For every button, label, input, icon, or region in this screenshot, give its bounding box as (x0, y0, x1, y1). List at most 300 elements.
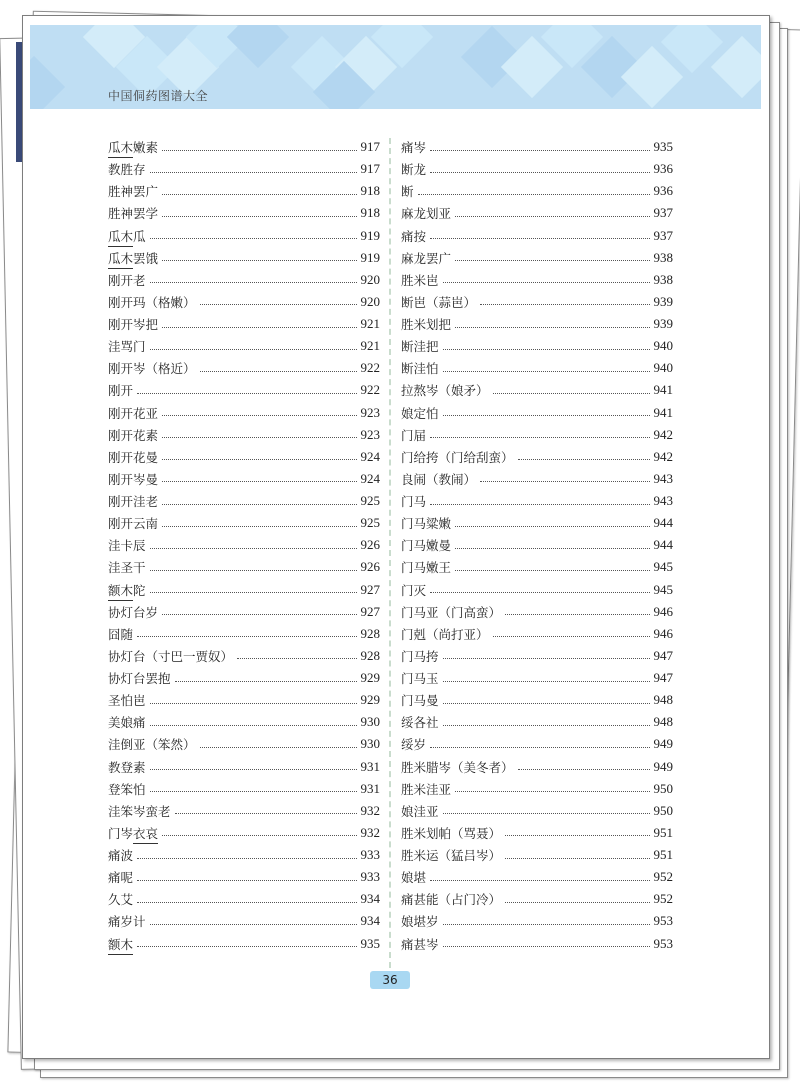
entry-name: 瓜木瓜 (108, 227, 146, 245)
entry-name: 胜神罢广 (108, 184, 159, 200)
entry-page-number: 937 (653, 205, 673, 221)
dot-leader (455, 791, 649, 792)
dot-leader (505, 902, 649, 903)
index-entry (401, 579, 673, 601)
entry-name: 娘堪岁 (401, 914, 439, 930)
entry-page-number: 949 (653, 736, 673, 752)
entry-page-number: 940 (653, 360, 673, 376)
dot-leader (443, 813, 650, 814)
index-entry (401, 556, 673, 578)
index-entry (108, 866, 380, 888)
entry-page-number: 936 (653, 183, 673, 199)
entry-page-number: 944 (653, 515, 673, 531)
entry-name: 刚开云南 (108, 516, 159, 532)
entry-name: 断 (401, 184, 414, 200)
index-entry (401, 291, 673, 313)
entry-name: 额木陀 (108, 581, 146, 599)
dot-leader (505, 835, 649, 836)
index-entry (401, 313, 673, 335)
entry-name: 门灭 (401, 582, 427, 598)
index-entry (108, 180, 380, 202)
entry-name: 绥各社 (401, 715, 439, 731)
entry-name: 胜米洼亚 (401, 781, 452, 797)
dot-leader (493, 393, 650, 394)
entry-page-number: 945 (653, 559, 673, 575)
dot-leader (493, 636, 650, 637)
entry-page-number: 953 (653, 913, 673, 929)
entry-page-number: 918 (360, 205, 380, 221)
entry-page-number: 926 (360, 559, 380, 575)
entry-page-number: 939 (653, 316, 673, 332)
entry-page-number: 917 (360, 139, 380, 155)
index-entry (108, 888, 380, 910)
dot-leader (162, 504, 356, 505)
entry-page-number: 928 (360, 647, 380, 663)
dot-leader (137, 946, 356, 947)
index-entry (108, 335, 380, 357)
entry-name: 胜米划把 (401, 317, 452, 333)
entry-page-number: 950 (653, 802, 673, 818)
dot-leader (443, 415, 650, 416)
index-entry (108, 534, 380, 556)
book-title: 中国侗药图谱大全 (108, 89, 209, 103)
dot-leader (443, 282, 650, 283)
entry-name: 门岑衣哀 (108, 824, 158, 842)
entry-name: 囧随 (108, 626, 134, 642)
entry-name: 圣怕岜 (108, 693, 146, 709)
entry-page-number: 939 (653, 293, 673, 309)
dot-leader (150, 924, 357, 925)
entry-page-number: 933 (360, 869, 380, 885)
entry-page-number: 923 (360, 426, 380, 442)
entry-page-number: 953 (653, 935, 673, 951)
entry-page-number: 919 (360, 249, 380, 265)
index-entry (108, 756, 380, 778)
entry-name: 断龙 (401, 162, 427, 178)
entry-page-number: 949 (653, 758, 673, 774)
dot-leader (505, 614, 649, 615)
entry-page-number: 933 (360, 847, 380, 863)
dot-leader (162, 327, 356, 328)
index-entry (401, 225, 673, 247)
index-entry (108, 269, 380, 291)
dot-leader (430, 504, 649, 505)
entry-page-number: 920 (360, 271, 380, 287)
entry-name: 门届 (401, 427, 427, 443)
index-entry (401, 844, 673, 866)
index-entry (108, 733, 380, 755)
entry-name: 刚开岑（格近） (108, 361, 196, 377)
entry-name: 胜米腊岑（美冬者） (401, 759, 514, 775)
entry-page-number: 944 (653, 537, 673, 553)
dot-leader (175, 681, 357, 682)
dot-leader (137, 393, 356, 394)
entry-name: 刚开岑把 (108, 317, 159, 333)
index-entry (401, 534, 673, 556)
dot-leader (455, 260, 649, 261)
entry-name: 刚开花曼 (108, 449, 159, 465)
dot-leader (137, 880, 356, 881)
dot-leader (162, 194, 356, 195)
index-entry (108, 468, 380, 490)
index-entry (401, 424, 673, 446)
entry-name: 久艾 (108, 892, 134, 908)
dot-leader (150, 282, 357, 283)
dot-leader (455, 327, 649, 328)
entry-page-number: 948 (653, 692, 673, 708)
dot-leader (518, 459, 650, 460)
index-entry (108, 778, 380, 800)
entry-page-number: 943 (653, 493, 673, 509)
dot-leader (175, 813, 357, 814)
index-page (22, 15, 770, 1059)
index-entry (401, 667, 673, 689)
index-entry (401, 136, 673, 158)
entry-page-number: 943 (653, 470, 673, 486)
index-entry (401, 800, 673, 822)
entry-page-number: 930 (360, 714, 380, 730)
entry-page-number: 929 (360, 692, 380, 708)
entry-name: 门马粱嫩 (401, 516, 452, 532)
entry-page-number: 917 (360, 161, 380, 177)
index-entry (108, 357, 380, 379)
dot-leader (150, 172, 357, 173)
dot-leader (443, 924, 650, 925)
index-entry (401, 335, 673, 357)
entry-name: 胜神罢学 (108, 206, 159, 222)
entry-page-number: 924 (360, 470, 380, 486)
dot-leader (455, 526, 649, 527)
dot-leader (162, 526, 356, 527)
dot-leader (200, 747, 357, 748)
dot-leader (137, 636, 356, 637)
entry-page-number: 931 (360, 758, 380, 774)
entry-page-number: 926 (360, 537, 380, 553)
entry-page-number: 927 (360, 581, 380, 597)
entry-name: 娘定怕 (401, 405, 439, 421)
banner-diamond (227, 25, 289, 68)
dot-leader (137, 902, 356, 903)
entry-page-number: 947 (653, 670, 673, 686)
index-entry (401, 866, 673, 888)
entry-name: 教胜存 (108, 162, 146, 178)
entry-page-number: 938 (653, 271, 673, 287)
entry-page-number: 941 (653, 404, 673, 420)
entry-page-number: 942 (653, 448, 673, 464)
dot-leader (162, 415, 356, 416)
entry-name: 断洼怕 (401, 361, 439, 377)
entry-name: 娘洼亚 (401, 803, 439, 819)
dot-leader (443, 725, 650, 726)
entry-page-number: 940 (653, 338, 673, 354)
entry-page-number: 920 (360, 293, 380, 309)
entry-name: 美娘痛 (108, 715, 146, 731)
entry-page-number: 951 (653, 847, 673, 863)
entry-name: 刚开洼老 (108, 494, 159, 510)
index-entry (108, 225, 380, 247)
entry-name: 麻龙罢广 (401, 250, 452, 266)
dot-leader (430, 172, 649, 173)
banner-diamond (30, 56, 65, 109)
dot-leader (162, 260, 356, 261)
entry-name: 痛波 (108, 848, 134, 864)
entry-page-number: 919 (360, 227, 380, 243)
index-entry (401, 180, 673, 202)
dot-leader (150, 570, 357, 571)
entry-name: 协灯台罢抱 (108, 671, 171, 687)
index-entry (108, 313, 380, 335)
dot-leader (455, 216, 649, 217)
entry-name: 胜米划帕（骂聂） (401, 825, 502, 841)
entry-name: 门马嫩王 (401, 560, 452, 576)
dot-leader (480, 481, 649, 482)
dot-leader (430, 437, 649, 438)
dot-leader (430, 238, 649, 239)
index-entry (401, 379, 673, 401)
entry-page-number: 937 (653, 227, 673, 243)
dot-leader (150, 548, 357, 549)
entry-page-number: 952 (653, 869, 673, 885)
index-entry (401, 247, 673, 269)
entry-name: 绥岁 (401, 737, 427, 753)
entry-name: 刚开玛（格嫩） (108, 294, 196, 310)
index-entry (108, 800, 380, 822)
dot-leader (237, 658, 356, 659)
index-entry (108, 601, 380, 623)
index-entry (401, 689, 673, 711)
index-entry (108, 291, 380, 313)
entry-page-number: 930 (360, 736, 380, 752)
entry-name: 门马挎 (401, 648, 439, 664)
dot-leader (455, 570, 649, 571)
entry-name: 痛岑 (401, 140, 427, 156)
dot-leader (150, 592, 357, 593)
dot-leader (443, 946, 650, 947)
entry-page-number: 922 (360, 382, 380, 398)
dot-leader (137, 858, 356, 859)
dot-leader (150, 725, 357, 726)
index-entry (108, 579, 380, 601)
dot-leader (162, 216, 356, 217)
index-entry (108, 623, 380, 645)
index-entry (108, 844, 380, 866)
entry-page-number: 934 (360, 891, 380, 907)
index-entry (108, 556, 380, 578)
dot-leader (443, 658, 650, 659)
dot-leader (430, 150, 649, 151)
entry-page-number: 925 (360, 493, 380, 509)
entry-name: 刚开老 (108, 272, 146, 288)
index-entry (401, 645, 673, 667)
entry-name: 瓜木嫩素 (108, 138, 158, 156)
entry-name: 痛按 (401, 228, 427, 244)
index-entry (108, 490, 380, 512)
entry-page-number: 946 (653, 625, 673, 641)
entry-name: 胜米运（猛吕岑） (401, 848, 502, 864)
index-column-right (401, 136, 673, 955)
entry-name: 门剋（尚打亚） (401, 626, 489, 642)
entry-page-number: 942 (653, 426, 673, 442)
dot-leader (150, 349, 357, 350)
index-entry (108, 689, 380, 711)
dot-leader (150, 791, 357, 792)
dot-leader (443, 349, 650, 350)
dot-leader (200, 371, 357, 372)
entry-name: 拉熬岑（娘矛） (401, 383, 489, 399)
dot-leader (455, 548, 649, 549)
index-entry (108, 136, 380, 158)
entry-page-number: 928 (360, 625, 380, 641)
entry-name: 门马嫩曼 (401, 538, 452, 554)
entry-page-number: 934 (360, 913, 380, 929)
entry-page-number: 925 (360, 515, 380, 531)
entry-name: 刚开岑曼 (108, 471, 159, 487)
entry-page-number: 938 (653, 249, 673, 265)
entry-name: 登笨怕 (108, 781, 146, 797)
entry-page-number: 932 (360, 824, 380, 840)
index-entry (108, 822, 380, 844)
entry-name: 洼笨岑蛮老 (108, 803, 171, 819)
header-banner (30, 25, 761, 109)
entry-name: 断洼把 (401, 339, 439, 355)
dot-leader (162, 459, 356, 460)
dot-leader (443, 703, 650, 704)
index-entry (108, 158, 380, 180)
entry-page-number: 936 (653, 161, 673, 177)
dot-leader (162, 481, 356, 482)
entry-name: 门给挎（门给刮蛮） (401, 449, 514, 465)
entry-name: 刚开花亚 (108, 405, 159, 421)
entry-page-number: 921 (360, 316, 380, 332)
index-entry (108, 933, 380, 955)
entry-page-number: 931 (360, 780, 380, 796)
entry-name: 瓜木罢饿 (108, 249, 158, 267)
index-entry (401, 711, 673, 733)
index-entry (401, 733, 673, 755)
entry-name: 痛甚岑 (401, 936, 439, 952)
index-entry (401, 778, 673, 800)
index-entry (401, 446, 673, 468)
index-entry (401, 402, 673, 424)
index-entry (401, 910, 673, 932)
entry-name: 门马曼 (401, 693, 439, 709)
entry-page-number: 935 (360, 935, 380, 951)
entry-page-number: 924 (360, 448, 380, 464)
entry-page-number: 922 (360, 360, 380, 376)
index-entry (401, 756, 673, 778)
dot-leader (505, 858, 649, 859)
dot-leader (200, 304, 357, 305)
index-entry (108, 379, 380, 401)
entry-name: 教登素 (108, 759, 146, 775)
entry-name: 良闹（教闹） (401, 471, 477, 487)
dot-leader (480, 304, 649, 305)
entry-name: 洼倒亚（笨然） (108, 737, 196, 753)
dot-leader (430, 880, 649, 881)
dot-leader (418, 194, 650, 195)
entry-name: 门马玉 (401, 671, 439, 687)
index-entry (401, 822, 673, 844)
dot-leader (443, 371, 650, 372)
index-entry (108, 645, 380, 667)
entry-name: 痛岁计 (108, 914, 146, 930)
index-entry (401, 468, 673, 490)
entry-page-number: 921 (360, 338, 380, 354)
dot-leader (518, 769, 650, 770)
entry-name: 额木 (108, 935, 133, 953)
column-divider (389, 138, 391, 968)
dot-leader (162, 437, 356, 438)
entry-page-number: 923 (360, 404, 380, 420)
entry-page-number: 947 (653, 647, 673, 663)
entry-page-number: 946 (653, 603, 673, 619)
entry-name: 痛甚能（占门冷） (401, 892, 502, 908)
index-entry (108, 424, 380, 446)
index-entry (108, 667, 380, 689)
underline-mark (108, 954, 133, 955)
dot-leader (430, 592, 649, 593)
index-entry (401, 202, 673, 224)
index-entry (108, 247, 380, 269)
entry-name: 胜米岜 (401, 272, 439, 288)
index-entry (108, 910, 380, 932)
index-entry (108, 446, 380, 468)
entry-page-number: 950 (653, 780, 673, 796)
entry-name: 洼卡辰 (108, 538, 146, 554)
index-entry (401, 933, 673, 955)
index-entry (108, 202, 380, 224)
index-entry (401, 512, 673, 534)
entry-name: 协灯台岁 (108, 604, 159, 620)
entry-name: 刚开花素 (108, 427, 159, 443)
index-entry (401, 601, 673, 623)
index-entry (401, 623, 673, 645)
entry-page-number: 945 (653, 581, 673, 597)
dot-leader (162, 614, 356, 615)
entry-page-number: 932 (360, 802, 380, 818)
index-column-left (108, 136, 380, 955)
index-entry (401, 490, 673, 512)
entry-page-number: 927 (360, 603, 380, 619)
entry-name: 痛呢 (108, 870, 134, 886)
index-entry (108, 402, 380, 424)
entry-page-number: 952 (653, 891, 673, 907)
dot-leader (150, 238, 357, 239)
entry-page-number: 951 (653, 824, 673, 840)
dot-leader (150, 769, 357, 770)
dot-leader (150, 703, 357, 704)
entry-page-number: 948 (653, 714, 673, 730)
entry-name: 断岜（蒜岜） (401, 294, 477, 310)
index-entry (108, 512, 380, 534)
entry-name: 协灯台（寸巴一贾奴） (108, 648, 234, 664)
entry-page-number: 935 (653, 139, 673, 155)
entry-name: 刚开 (108, 383, 134, 399)
index-entry (401, 269, 673, 291)
index-entry (401, 357, 673, 379)
entry-name: 门马 (401, 494, 427, 510)
entry-name: 麻龙划亚 (401, 206, 452, 222)
dot-leader (443, 681, 650, 682)
entry-page-number: 918 (360, 183, 380, 199)
index-entry (108, 711, 380, 733)
entry-page-number: 941 (653, 382, 673, 398)
index-entry (401, 888, 673, 910)
entry-name: 娘堪 (401, 870, 427, 886)
index-entry (401, 158, 673, 180)
entry-page-number: 929 (360, 670, 380, 686)
dot-leader (162, 150, 356, 151)
